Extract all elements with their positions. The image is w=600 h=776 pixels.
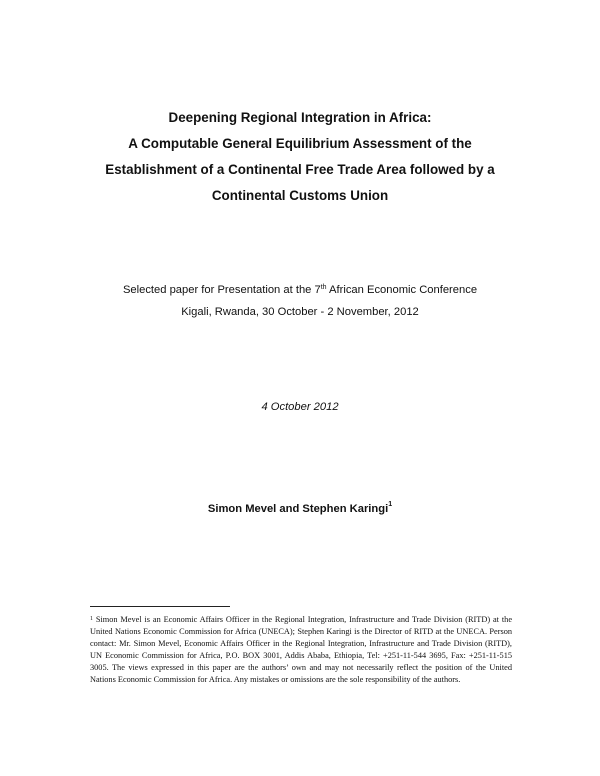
footnote-marker: 1 [90,616,93,622]
authors [100,503,500,515]
paper-date: 4 October 2012 [261,401,339,413]
conference-line-1 [40,279,560,301]
author-footnote-marker: 1 [388,501,393,508]
footnote-divider [90,606,230,607]
title-line-2: A Computable General Equilibrium Assessment of the [128,136,472,151]
title-line-4: Continental Customs Union [211,188,389,203]
conference-location-date: Kigali, Rwanda, 30 October - 2 November, 2012 [181,306,419,318]
conference-suffix: African Economic Conference [326,284,478,296]
author-names: Simon Mevel and Stephen Karingi [207,503,389,515]
footnote [90,614,512,686]
conference-info [40,279,560,323]
title-line-3: Establishment of a Continental Free Trade Area followed by a [105,162,495,177]
conference-prefix: Selected paper for Presentation at the 7 [122,284,321,296]
ordinal-superscript: th [320,284,327,291]
title-line-1: Deepening Regional Integration in Africa: [168,110,432,125]
paper-title [60,105,540,209]
footnote-text: Simon Mevel is an Economic Affairs Officer in the Regional Integration, Infrastructure and Trade Division (RITD) at the United Nations Economic Commission for Africa (UNECA); Stephen Karingi is the Director of RITD at the UNECA. Person contact: Mr. Simon Mevel, Economic Affairs Officer in the Regional Integration, Infrastructure and Trade Division (RITD), UN Economic Commission for Africa, P.O. BOX 3001, Addis Ababa, Ethiopia, Tel: +251-11-544 3695, Fax: +251-11-515 3005. The views expressed in this paper are the authors’ own and may not necessarily reflect the position of the United Nations Economic Commission for Africa. Any mistakes or omissions are the sole responsibility of the authors. [90,615,512,684]
